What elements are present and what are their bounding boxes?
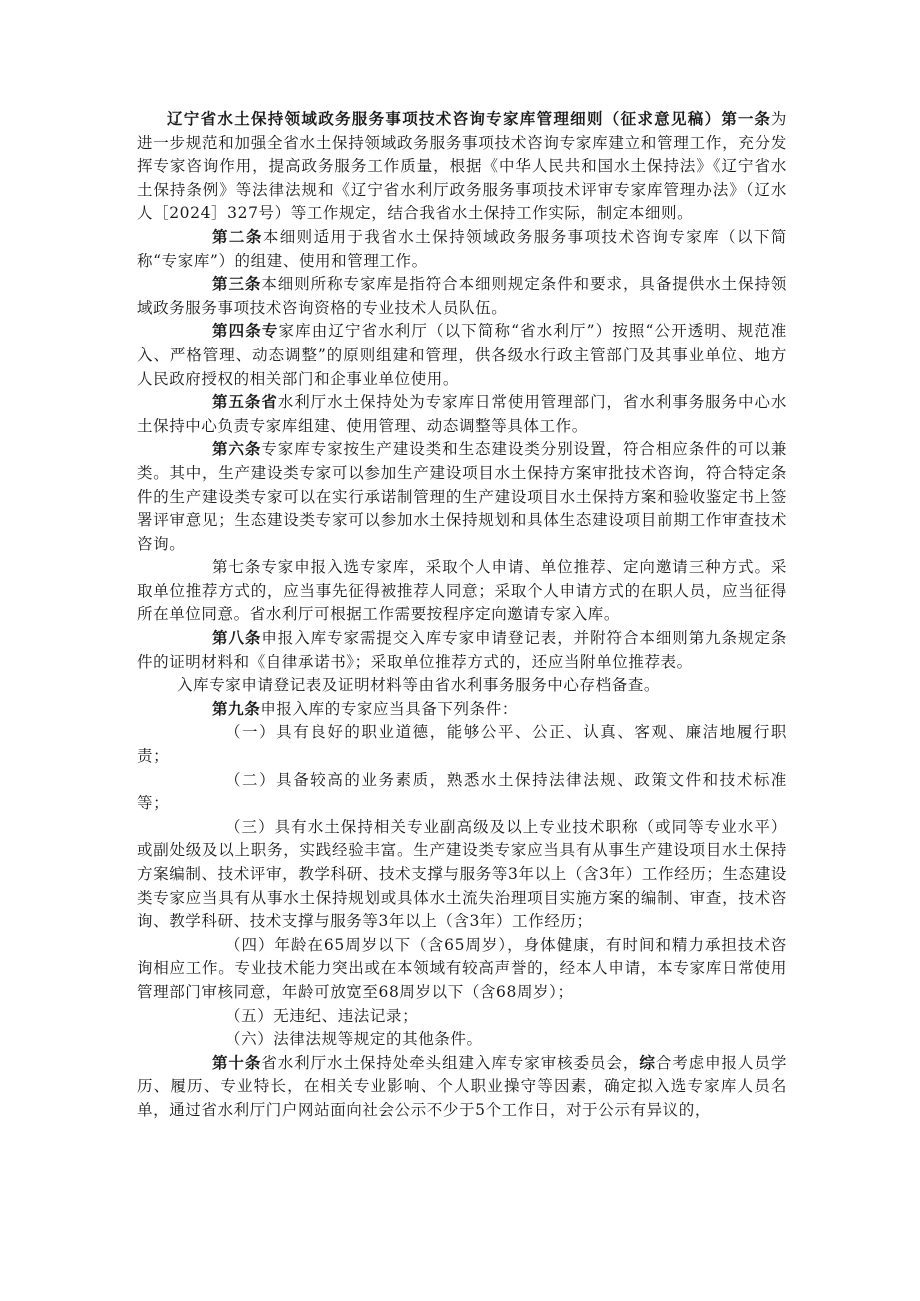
article-6: [137, 438, 787, 556]
article-9-text: 申报入库的专家应当具备下列条件：: [260, 699, 518, 718]
article-9-item-2: （二）具备较高的业务素质，熟悉水土保持法律法规、政策文件和技术标准等；: [137, 770, 787, 813]
article-10: [137, 1052, 787, 1123]
article-6-label: 第六条: [212, 440, 262, 459]
article-9-item-1: （一）具有良好的职业道德，能够公平、公正、认真、客观、廉洁地履行职责；: [137, 723, 787, 766]
article-3: [137, 273, 787, 320]
article-10-text-a: 省水利厅水土保持处牵头组建入库专家审核委员会，: [261, 1053, 640, 1072]
article-5: [137, 391, 787, 438]
article-10-label: 第十条: [212, 1053, 262, 1072]
article-5-label: 第五条省: [212, 393, 278, 412]
article-9-label: 第九条: [212, 699, 261, 718]
article-2-label: 第二条: [212, 227, 263, 246]
article-10-text-bold: 综: [639, 1053, 656, 1072]
article-8-label: 第八条: [212, 629, 262, 648]
article-9: [137, 698, 787, 722]
article-8: [137, 627, 787, 674]
article-4: [137, 320, 787, 391]
article-9-item-5: （五）无违纪、违法记录；: [225, 1006, 419, 1025]
article-2: [137, 226, 787, 273]
article-1-text: 为进一步规范和加强全省水土保持领域政务服务事项技术咨询专家库建立和管理工作，充分发挥专家咨询作用，提高政务服务工作质量，根据《中华人民共和国水土保持法》《辽宁省水土保持条例》等法律法规和《辽宁省水利厅政务服务事项技术评审专家库管理办法》（辽水人［2024］327号）等工作规定，结合我省水土保持工作实际，制定本细则。: [137, 110, 787, 223]
article-4-text: 家库由辽宁省水利厅（以下简称“省水利厅”）按照“公开透明、规范准入、严格管理、动态调整”的原则组建和管理，供各级水行政主管部门及其事业单位、地方人民政府授权的相关部门和企事业单位使用。: [137, 322, 787, 388]
article-5-text: 水利厅水土保持处为专家库日常使用管理部门，省水利事务服务中心水土保持中心负责专家库组建、使用管理、动态调整等具体工作。: [137, 393, 788, 435]
article-9-item-6: （六）法律法规等规定的其他条件。: [225, 1030, 483, 1049]
document-page: [137, 108, 787, 1123]
article-7: [137, 556, 787, 627]
article-8-note: 入库专家申请登记表及证明材料等由省水利事务服务中心存档备查。: [177, 676, 661, 695]
article-10-text-b: 合考虑申报人员学历、履历、专业特长，在相关专业影响、个人职业操守等因素，确定拟入选专家库人员名单，通过省水利厅门户网站面向社会公示不少于5个工作日，对于公示有异议的，: [137, 1053, 787, 1119]
article-4-label: 第四条专: [212, 322, 279, 341]
article-6-text: 专家库专家按生产建设类和生态建设类分别设置，符合相应条件的可以兼类。其中，生产建设类专家可以参加生产建设项目水土保持方案审批技术咨询，符合特定条件的生产建设类专家可以在实行承诺制管理的生产建设项目水土保持方案和验收鉴定书上签署评审意见；生态建设类专家可以参加水土保持规划和具体生态建设项目前期工作审查技术咨询。: [137, 440, 788, 553]
article-3-text: 本细则所称专家库是指符合本细则规定条件和要求，具备提供水土保持领域政务服务事项技术咨询资格的专业技术人员队伍。: [137, 275, 788, 317]
title-paragraph: [137, 108, 787, 226]
document-title: 辽宁省水土保持领域政务服务事项技术咨询专家库管理细则（征求意见稿）: [167, 110, 722, 128]
article-1-label: 第一条: [721, 110, 771, 128]
article-8-text: 申报入库专家需提交入库专家申请登记表，并附符合本细则第九条规定条件的证明材料和《自律承诺书》；采取单位推荐方式的，还应当附单位推荐表。: [137, 629, 788, 671]
article-9-item-4: （四）年龄在65周岁以下（含65周岁），身体健康，有时间和精力承担技术咨询相应工作。专业技术能力突出或在本领域有较高声誉的，经本人申请，本专家库日常使用管理部门审核同意，年龄可放宽至68周岁以下（含68周岁）；: [137, 935, 787, 1001]
article-3-label: 第三条: [212, 275, 262, 294]
article-9-item-3: （三）具有水土保持相关专业副高级及以上专业技术职称（或同等专业水平）或副处级及以上职务，实践经验丰富。生产建设类专家应当具有从事生产建设项目水土保持方案编制、技术评审，教学科研、技术支撑与服务等3年以上（含3年）工作经历；生态建设类专家应当具有从事水土保持规划或具体水土流失治理项目实施方案的编制、审查，技术咨询、教学科研、技术支撑与服务等3年以上（含3年）工作经历；: [137, 817, 787, 931]
article-7-text: 第七条专家申报入选专家库，采取个人申请、单位推荐、定向邀请三种方式。采取单位推荐方式的，应当事先征得被推荐人同意；采取个人申请方式的在职人员，应当征得所在单位同意。省水利厅可根据工作需要按程序定向邀请专家入库。: [137, 558, 787, 624]
article-2-text: 本细则适用于我省水土保持领域政务服务事项技术咨询专家库（以下简称“专家库”）的组建、使用和管理工作。: [137, 227, 787, 270]
